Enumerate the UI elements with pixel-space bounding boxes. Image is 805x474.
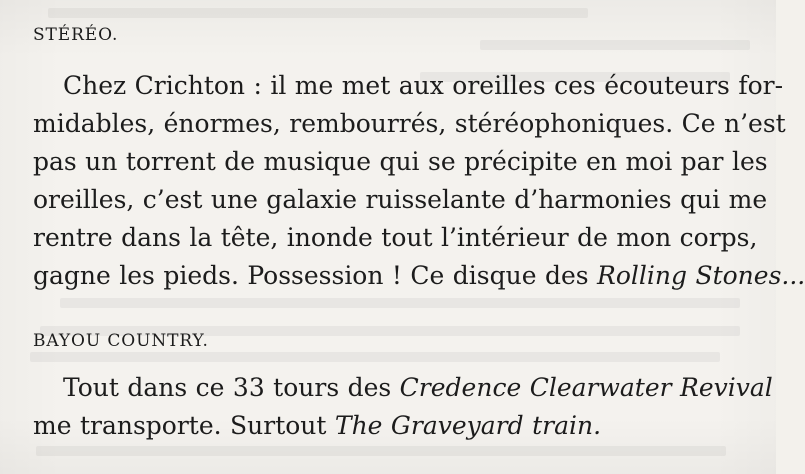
bayou-italic-song: The Graveyard train. (334, 411, 602, 440)
stereo-italic-title: Rolling Stones... (597, 261, 805, 290)
bayou-line-2-text: me transporte. Surtout (33, 411, 335, 440)
stereo-line-2: midables, énormes, rembourrés, stéréophoniques. Ce n’est (33, 109, 786, 138)
stereo-line-3: pas un torrent de musique qui se précipite en moi par les (33, 147, 768, 176)
bayou-italic-band: Credence Clearwater Revival (399, 373, 773, 402)
stereo-line-5: rentre dans la tête, inonde tout l’intérieur de mon corps, (33, 223, 758, 252)
section-heading-bayou-country: BAYOU COUNTRY. (33, 331, 209, 351)
stereo-line-1 (33, 67, 784, 105)
bayou-line-1 (33, 369, 773, 407)
paragraph-stereo (33, 67, 805, 295)
bayou-line-2 (33, 407, 751, 445)
stereo-line-6 (33, 257, 805, 295)
stereo-line-6-text: gagne les pieds. Possession ! Ce disque des (33, 261, 598, 290)
stereo-line-1-text: Chez Crichton : il me met aux oreilles ces écouteurs for- (63, 71, 784, 100)
stereo-line-4: oreilles, c’est une galaxie ruisselante d’harmonies qui me (33, 185, 768, 214)
section-heading-stereo: STÉRÉO. (33, 25, 119, 45)
bayou-line-1-text: Tout dans ce 33 tours des (63, 373, 400, 402)
paragraph-bayou-country (33, 369, 773, 445)
